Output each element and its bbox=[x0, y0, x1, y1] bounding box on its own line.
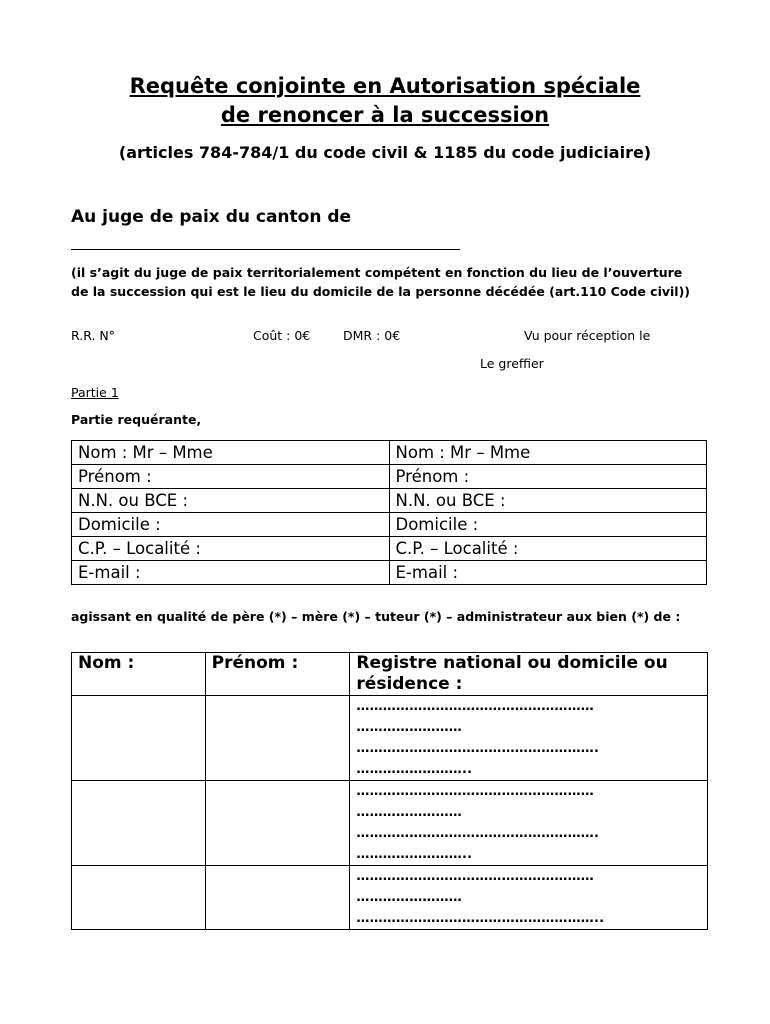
table-header-row bbox=[72, 653, 708, 696]
table-row bbox=[72, 441, 707, 465]
jurisdiction-note: (il s’agit du juge de paix territorialement compétent en fonction du lieu de l’ouverture de la succession qui est le lieu du domicile de la personne décédée (art.110 Code civil)) bbox=[71, 265, 691, 299]
capacity-statement: agissant en qualité de père (*) – mère (*) – tuteur (*) – administrateur aux bien (*) de : bbox=[71, 609, 681, 624]
canton-blank-line bbox=[71, 249, 460, 250]
party-2-national-number: N.N. ou BCE : bbox=[389, 489, 707, 513]
column-header-surname: Nom : bbox=[72, 653, 206, 696]
party-2-domicile: Domicile : bbox=[389, 513, 707, 537]
minors-table bbox=[71, 652, 708, 930]
minor-registry-cell bbox=[350, 866, 708, 930]
dotted-fill-lines: ……………………………………………… …………………… ……………………………………………….. bbox=[356, 869, 605, 926]
minor-surname-cell bbox=[72, 696, 206, 781]
table-row bbox=[72, 866, 708, 930]
dotted-fill-lines: ……………………………………………… …………………… ………………………………………………. …………………….. bbox=[356, 699, 600, 777]
clerk-label: Le greffier bbox=[480, 356, 544, 371]
party-2-postcode-locality: C.P. – Localité : bbox=[389, 537, 707, 561]
reception-label: Vu pour réception le bbox=[524, 328, 651, 343]
party-1-firstname: Prénom : bbox=[72, 465, 390, 489]
part-label: Partie 1 bbox=[71, 385, 119, 400]
minor-registry-cell bbox=[350, 696, 708, 781]
party-1-national-number: N.N. ou BCE : bbox=[72, 489, 390, 513]
dotted-fill-lines: ……………………………………………… …………………… ………………………………………………. …………………….. bbox=[356, 784, 600, 862]
minor-surname-cell bbox=[72, 866, 206, 930]
minor-surname-cell bbox=[72, 781, 206, 866]
document-subtitle: (articles 784-784/1 du code civil & 1185 du code judiciaire) bbox=[118, 143, 652, 162]
requesting-party-table bbox=[71, 440, 707, 585]
document-title-line-2: de renoncer à la succession bbox=[220, 103, 550, 127]
table-row bbox=[72, 696, 708, 781]
party-2-email: E-mail : bbox=[389, 561, 707, 585]
table-row bbox=[72, 489, 707, 513]
addressee-heading: Au juge de paix du canton de bbox=[71, 207, 352, 227]
minor-firstname-cell bbox=[205, 781, 350, 866]
party-1-surname: Nom : Mr – Mme bbox=[72, 441, 390, 465]
party-1-domicile: Domicile : bbox=[72, 513, 390, 537]
minor-registry-cell bbox=[350, 781, 708, 866]
table-row bbox=[72, 465, 707, 489]
minor-firstname-cell bbox=[205, 696, 350, 781]
table-row bbox=[72, 781, 708, 866]
party-2-surname: Nom : Mr – Mme bbox=[389, 441, 707, 465]
column-header-registry: Registre national ou domicile ou résidence : bbox=[350, 653, 708, 696]
table-row bbox=[72, 513, 707, 537]
party-1-email: E-mail : bbox=[72, 561, 390, 585]
dmr-label: DMR : 0€ bbox=[343, 328, 401, 343]
table-row bbox=[72, 537, 707, 561]
requesting-party-heading: Partie requérante, bbox=[71, 412, 202, 427]
cost-label: Coût : 0€ bbox=[253, 328, 311, 343]
minor-firstname-cell bbox=[205, 866, 350, 930]
party-1-postcode-locality: C.P. – Localité : bbox=[72, 537, 390, 561]
party-2-firstname: Prénom : bbox=[389, 465, 707, 489]
rr-number-label: R.R. N° bbox=[71, 328, 116, 343]
document-title-line-1: Requête conjointe en Autorisation spéciale bbox=[129, 74, 641, 98]
table-row bbox=[72, 561, 707, 585]
column-header-firstname: Prénom : bbox=[205, 653, 350, 696]
